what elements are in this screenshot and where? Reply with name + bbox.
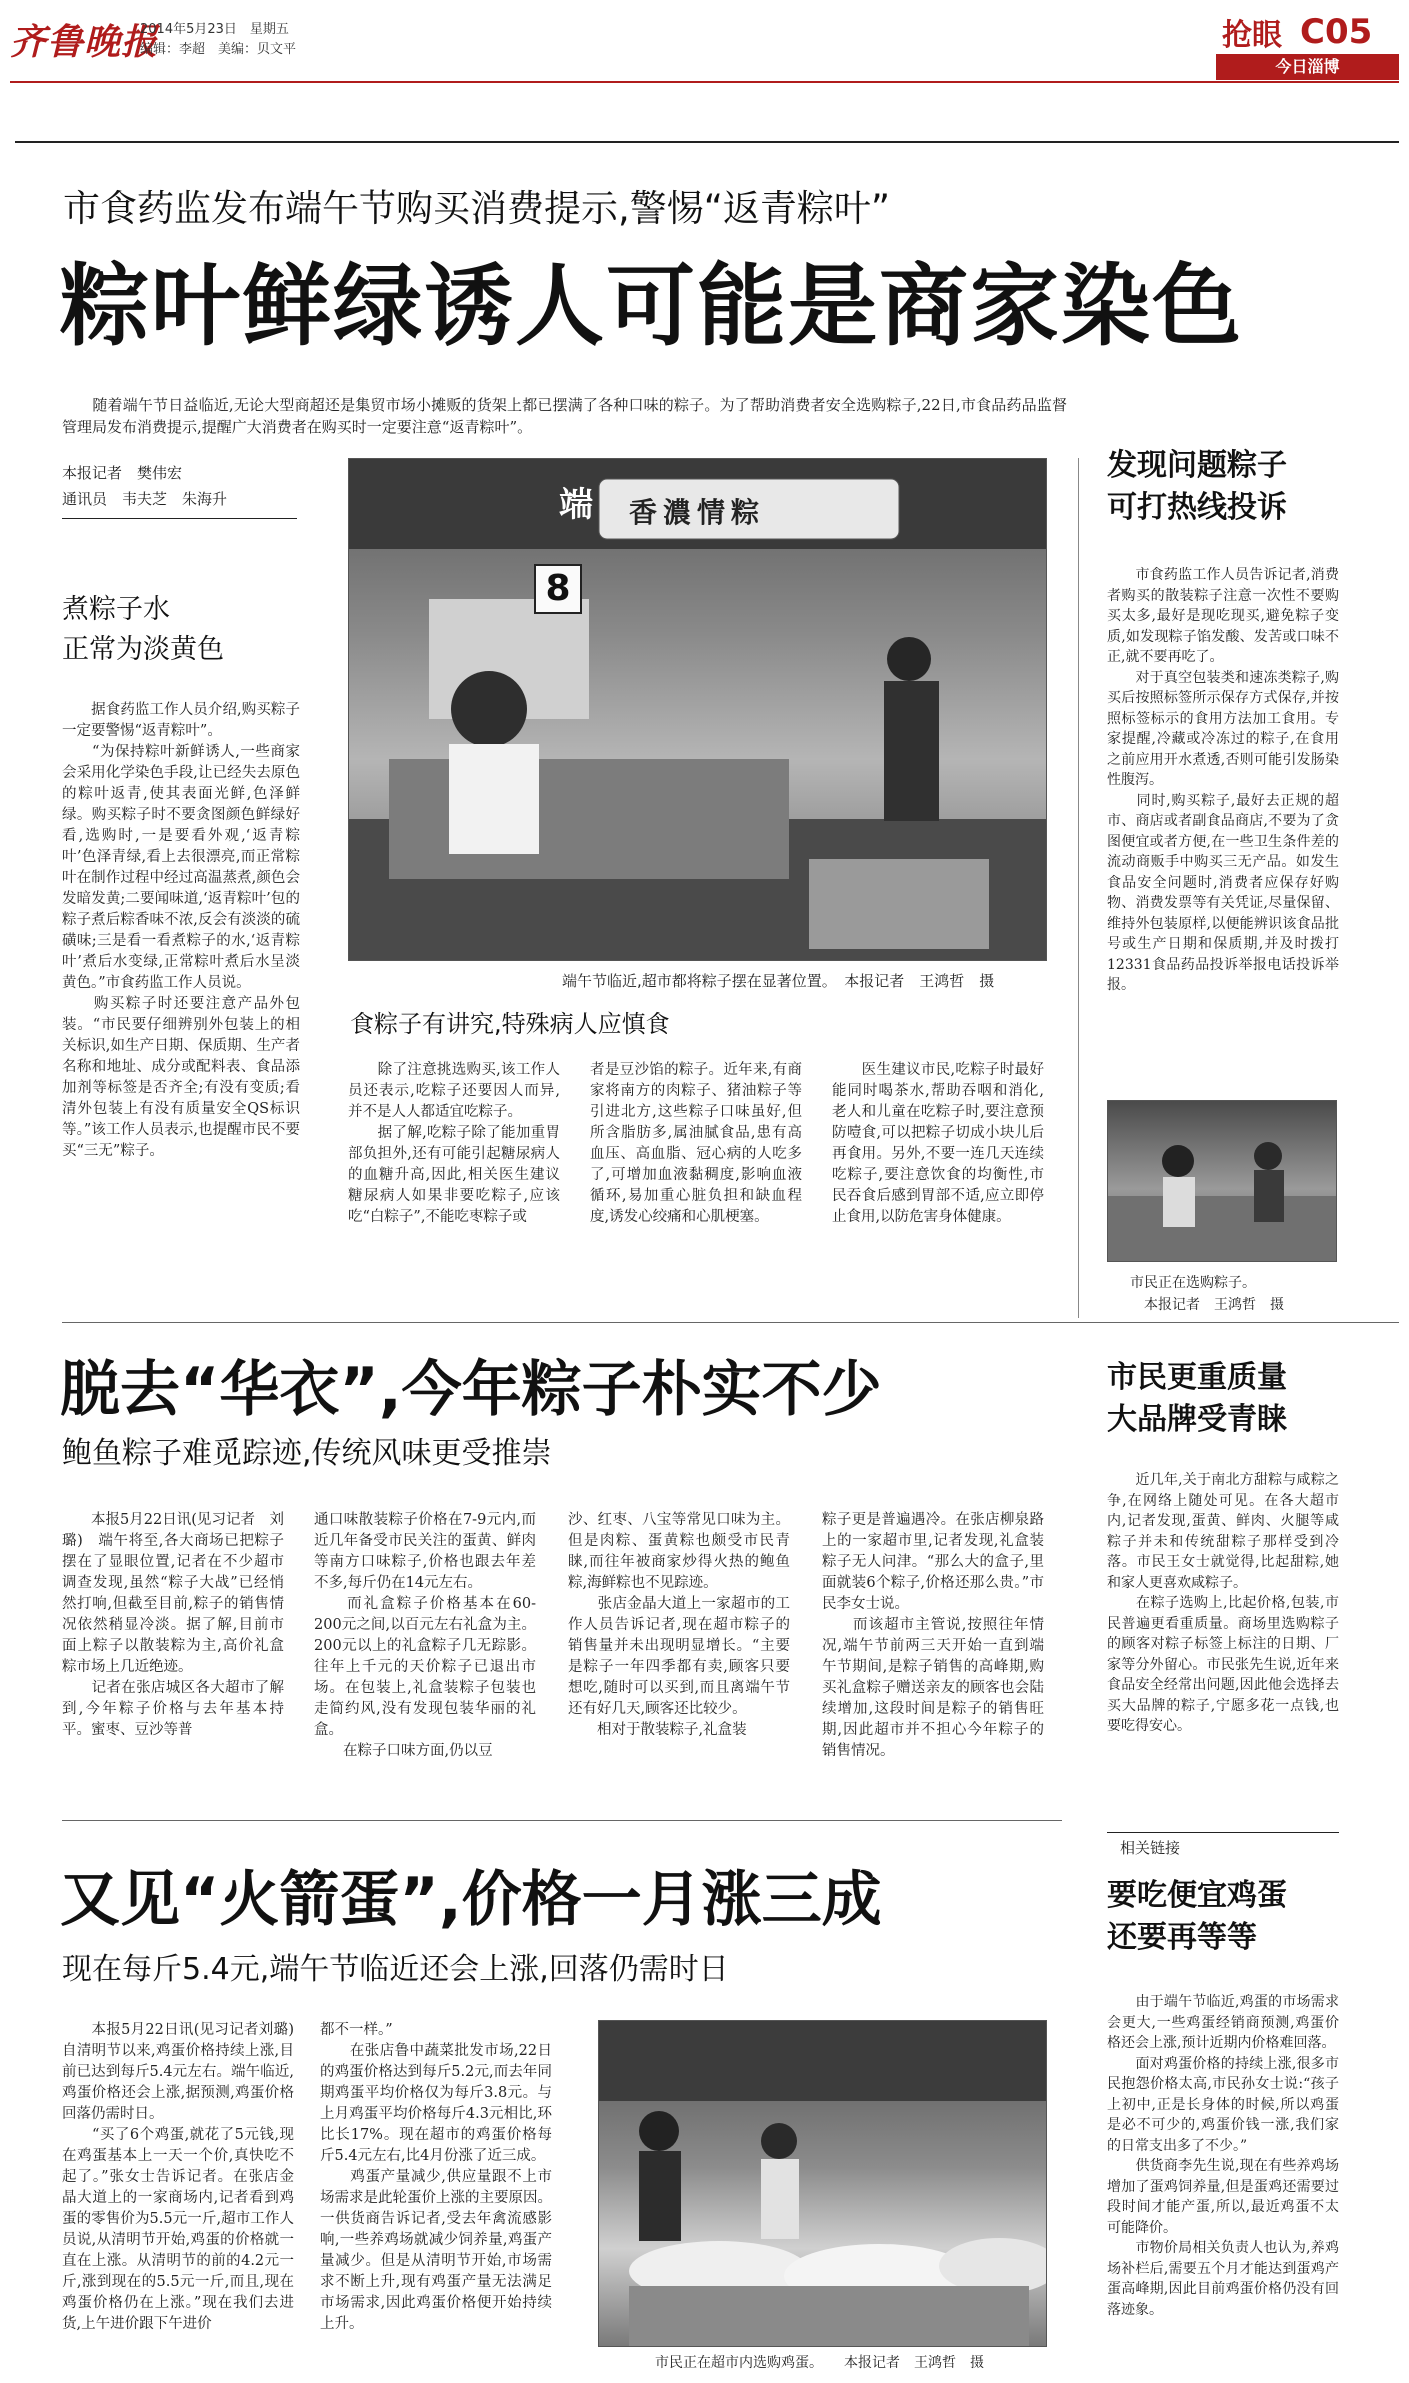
related-tag-rule (1107, 1832, 1339, 1833)
article3-col1: 本报5月22日讯(见习记者刘璐) 自清明节以来,鸡蛋价格持续上涨,目前已达到每斤5.4元左右。端午临近,鸡蛋价格还会上涨,据预测,鸡蛋价格回落仍需时日。 “买了6个鸡蛋,就花了5元钱,现在鸡蛋基本上一天一个价,真快吃不起了。”张女士告诉记者。在张店金晶大道上的一家商场内,记者看到鸡蛋的零售价为5.5元一斤,超市工作人员说,从清明节开始,鸡蛋的价格就一直在上涨。从清明节的前的4.2元一斤,涨到现在的5.5元一斤,而且,现在鸡蛋价格仍在上涨。”现在我们去进货,上午进价跟下午进价 (62, 2022, 294, 2332)
article1-subhead-1: 煮粽子水 正常为淡黄色 (62, 594, 224, 665)
zongzi-stall-photo (348, 458, 1047, 961)
sidebar1-text: 市食药监工作人员告诉记者,消费者购买的散装粽子注意一次性不要购买太多,最好是现吃现买,避免粽子变质,如发现粽子馅发酸、发苦或口味不正,就不要再吃了。 对于真空包装类和速冻类粽子,购买后按照标签所示保存方式保存,并按照标签标示的食用方法加工食用。专家提醒,冷藏或冷冻过的粽子,在食用之前应用开水煮透,否则可能引发肠染性腹泻。 同时,购买粽子,最好去正规的超市、商店或者副食品商店,不要为了贪图便宜或者方便,在一些卫生条件差的流动商贩手中购买三无产品。如发生食品安全问题时,消费者应保存好购物、消费发票等有关凭证,尽量保留、维持外包装原样,以便能辨识该食品批号或生产日期和保质期,并及时拨打12331食品药品投诉举报电话投诉举报。 (1107, 567, 1339, 993)
article3-headline: 又见“火箭蛋”,价格一月涨三成 (60, 1865, 882, 1935)
article3-col2: 都不一样。” 在张店鲁中蔬菜批发市场,22日的鸡蛋价格达到每斤5.2元,而去年同期鸡蛋平均价格仅为每斤3.8元。与上月鸡蛋平均价格每斤4.3元相比,环比长17%。现在超市的鸡蛋价格每斤5.4元左右,比4月份涨了近三成。 鸡蛋产量减少,供应量跟不上市场需求是此轮蛋价上涨的主要原因。一供货商告诉记者,受去年禽流感影响,一些养鸡场就减少饲养量,鸡蛋产量减少。但是从清明节开始,市场需求不断上升,现有鸡蛋产量无法满足市场需求,因此鸡蛋价格便开始持续上升。 (320, 2022, 552, 2332)
article1-col1: 据食药监工作人员介绍,购买粽子一定要警惕“返青粽叶”。 “为保持粽叶新鲜诱人,一些商家会采用化学染色手段,让已经失去原色的粽叶返青,使其表面光鲜,色泽鲜绿。购买粽子时不要贪图颜色鲜绿好看,选购时,一是要看外观,‘返青粽叶’色泽青绿,看上去很漂亮,而正常粽叶在制作过程中经过高温蒸煮,颜色会发暗发黄;二要闻味道,‘返青粽叶’包的粽子煮后粽香味不浓,反会有淡淡的硫磺味;三是看一看煮粽子的水,‘返青粽叶’煮后水变绿,正常粽叶煮后水呈淡黄色。”市食药监工作人员说。 购买粽子时还要注意产品外包装。“市民要仔细辨别外包装上的相关标识,如生产日期、保质期、生产者名称和地址、成分或配料表、食品添加剂等标签是否齐全;有没有变质;看清外包装上有没有质量安全QS标识等。”该工作人员表示,也提醒市民不要买“三无”粽子。 (62, 702, 300, 1159)
citizens-buying-zongzi-caption: 市民正在选购粽子。 本报记者 王鸿哲 摄 (1130, 1275, 1284, 1313)
article2-col3: 沙、红枣、八宝等常见口味为主。但是肉粽、蛋黄粽也颇受市民青睐,而往年被商家炒得火热的鲍鱼粽,海鲜粽也不见踪迹。 张店金晶大道上一家超市的工作人员告诉记者,现在超市粽子的销售量并未出现明显增长。“主要是粽子一年四季都有卖,顾客只要想吃,随时可以买到,而且离端午节还有好几天,顾客还比较少。 相对于散装粽子,礼盒装 (568, 1512, 790, 1738)
article3-subhead: 现在每斤5.4元,端午节临近还会上涨,回落仍需时日 (62, 1952, 729, 1987)
article2-col2: 通口味散装粽子价格在7-9元内,而近几年备受市民关注的蛋黄、鲜肉等南方口味粽子,价格也跟去年差不多,每斤仍在14元左右。 而礼盒粽子价格基本在60-200元之间,以百元左右礼盒为主。200元以上的礼盒粽子几无踪影。往年上千元的天价粽子已退出市场。在包装上,礼盒装粽子包装也走简约风,没有发现包装华丽的礼盒。 在粽子口味方面,仍以豆 (314, 1512, 536, 1759)
article1-headline: 粽叶鲜绿诱人可能是商家染色 (60, 254, 1243, 358)
article1-byline-correspondent: 通讯员 韦夫芝 朱海升 (62, 490, 228, 508)
article2-col1: 本报5月22日讯(见习记者 刘璐) 端午将至,各大商场已把粽子摆在了显眼位置,记者在不少超市调查发现,虽然“粽子大战”已经悄然打响,但截至目前,粽子的销售情况依然稍显冷淡。据了解,目前市面上粽子以散装粽为主,高价礼盒粽市场上几近绝迹。 记者在张店城区各大超市了解到,今年粽子价格与去年基本持平。蜜枣、豆沙等普 (62, 1512, 284, 1738)
article1-col2: 除了注意挑选购买,该工作人员还表示,吃粽子还要因人而异,并不是人人都适宜吃粽子。 据了解,吃粽子除了能加重胃部负担外,还有可能引起糖尿病人的血糖升高,因此,相关医生建议糖尿病人如果非要吃粽子,应该吃“白粽子”,不能吃枣粽子或 (348, 1062, 560, 1225)
sidebar3-headline: 要吃便宜鸡蛋 还要再等等 (1107, 1878, 1287, 1955)
masthead-rule-2 (15, 141, 1399, 143)
article1-col4: 医生建议市民,吃粽子时最好能同时喝茶水,帮助吞咽和消化,老人和儿童在吃粽子时,要注意预防噎食,可以把粽子切成小块儿后再食用。另外,不要一连几天连续吃粽子,要注意饮食的均衡性,市民吞食后感到胃部不适,应立即停止食用,以防危害身体健康。 (832, 1062, 1044, 1225)
photo-sign-right: 香濃情粽 (629, 496, 766, 529)
byline-rule (62, 518, 297, 519)
sidebar3-text: 由于端午节临近,鸡蛋的市场需求会更大,一些鸡蛋经销商预测,鸡蛋价格还会上涨,预计近期内价格难回落。 面对鸡蛋价格的持续上涨,很多市民抱怨价格太高,市民孙女士说:“孩子上初中,正是长身体的时候,所以鸡蛋是必不可少的,鸡蛋价钱一涨,我们家的日常支出多了不少。” 供货商李先生说,现在有些养鸡场增加了蛋鸡饲养量,但是蛋鸡还需要过段时间才能产蛋,所以,最近鸡蛋不太可能降价。 市物价局相关负责人也认为,养鸡场补栏后,需要五个月才能达到蛋鸡产蛋高峰期,因此目前鸡蛋价格仍没有回落迹象。 (1107, 1994, 1339, 2318)
sidebar1-headline: 发现问题粽子 可打热线投诉 (1107, 448, 1287, 525)
masthead-editor: 编辑：李超 美编：贝文平 (140, 42, 297, 57)
zongzi-stall-photo-art (349, 459, 1046, 960)
masthead-logo: 齐鲁晚报 (10, 21, 159, 63)
sub-section-banner: 今日淄博 (1216, 54, 1399, 80)
sidebar-divider-1 (1078, 458, 1079, 1318)
related-link-tag: 相关链接 (1120, 1839, 1181, 1857)
article2-headline: 脱去“华衣”,今年粽子朴实不少 (60, 1355, 882, 1425)
photo-price-tag: 8 (534, 564, 582, 614)
article1-kicker: 市食药监发布端午节购买消费提示,警惕“返青粽叶” (63, 187, 891, 230)
sidebar2-text: 近几年,关于南北方甜粽与咸粽之争,在网络上随处可见。在各大超市内,记者发现,蛋黄、鲜肉、火腿等咸粽子并未和传统甜粽子那样受到冷落。市民王女士就觉得,比起甜粽,她和家人更喜欢咸粽子。 在粽子选购上,比起价格,包装,市民普遍更看重质量。商场里选购粽子的顾客对粽子标签上标注的日期、厂家等分外留心。市民张先生说,近年来食品安全经常出问题,因此他会选择去买大品牌的粽子,宁愿多花一点钱,也要吃得安心。 (1107, 1472, 1339, 1734)
article2-col4: 粽子更是普遍遇冷。在张店柳泉路上的一家超市里,记者发现,礼盒装粽子无人问津。“那么大的盒子,里面就装6个粽子,价格还那么贵。”市民李女士说。 而该超市主管说,按照往年情况,端午节前两三天开始一直到端午节期间,是粽子销售的高峰期,购买礼盒粽子赠送亲友的顾客也会陆续增加,这段时间是粽子的销售旺期,因此超市并不担心今年粽子的销售情况。 (822, 1512, 1044, 1759)
sidebar2-headline: 市民更重质量 大品牌受青睐 (1107, 1360, 1287, 1437)
citizens-buying-zongzi-photo (1107, 1100, 1337, 1262)
masthead-date: 2014年5月23日 星期五 (140, 22, 289, 37)
zongzi-photo-caption: 端午节临近,超市都将粽子摆在显著位置。 本报记者 王鸿哲 摄 (562, 972, 995, 990)
page-number: C05 (1300, 12, 1373, 52)
section-label: 抢眼 (1222, 18, 1282, 53)
article2-subhead: 鲍鱼粽子难觅踪迹,传统风味更受推崇 (62, 1436, 552, 1471)
egg-market-photo-art (599, 2021, 1046, 2346)
egg-market-photo (598, 2020, 1047, 2347)
section-divider-1 (62, 1322, 1399, 1323)
section-divider-2 (62, 1820, 1062, 1821)
article1-lead: 随着端午节日益临近,无论大型商超还是集贸市场小摊贩的货架上都已摆满了各种口味的粽子。为了帮助消费者安全选购粽子,22日,市食品药品监督管理局发布消费提示,提醒广大消费者在购买时一定要注意“返青粽叶”。 (62, 396, 1067, 436)
article1-col3: 者是豆沙馅的粽子。近年来,有商家将南方的肉粽子、猪油粽子等引进北方,这些粽子口味虽好,但所含脂肪多,属油腻食品,患有高血压、高血脂、冠心病的人吃多了,可增加血液黏稠度,影响血液循环,易加重心脏负担和缺血程度,诱发心绞痛和心肌梗塞。 (590, 1062, 802, 1225)
photo-sign-left: 端 (559, 485, 593, 525)
egg-photo-caption: 市民正在超市内选购鸡蛋。 本报记者 王鸿哲 摄 (655, 2355, 984, 2371)
article1-byline-reporter: 本报记者 樊伟宏 (62, 464, 183, 482)
masthead-rule (10, 81, 1399, 83)
citizens-photo-art (1108, 1101, 1336, 1261)
article1-subhead-2: 食粽子有讲究,特殊病人应慎食 (350, 1010, 670, 1038)
